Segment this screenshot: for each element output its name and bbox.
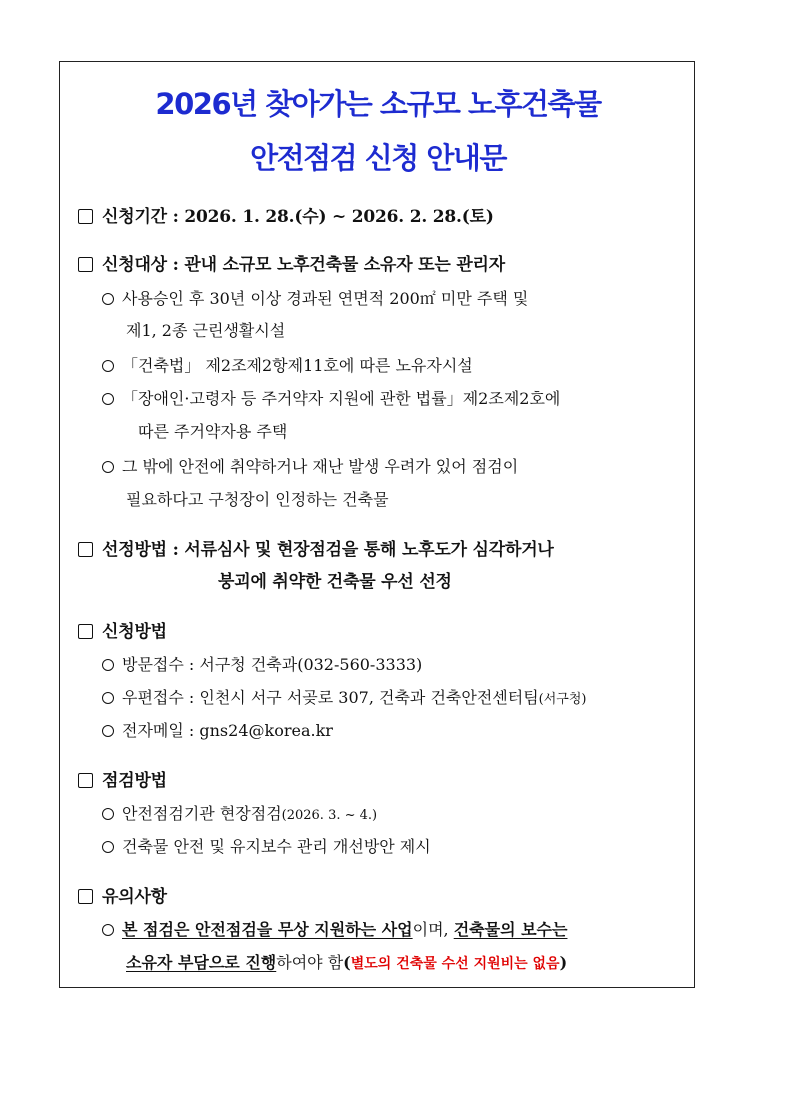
checkbox-square-icon [78,889,93,904]
method-mail-text: 우편접수 : 인천시 서구 서곶로 307, 건축과 건축안전센터팀 [122,688,539,707]
circle-bullet-icon [102,692,114,704]
circle-bullet-icon [102,393,114,405]
target-item-1-cont: 제1, 2종 근린생활시설 [126,321,286,340]
inspection-item-2-text: 건축물 안전 및 유지보수 관리 개선방안 제시 [122,837,431,856]
checkbox-square-icon [78,257,93,272]
method-email-text: 전자메일 : gns24@korea.kr [122,721,333,740]
notes-line2 [126,950,567,973]
method-mail [102,685,586,708]
page-title-line1: 2026년 찾아가는 소규모 노후건축물 [155,87,601,121]
checkbox-square-icon [78,209,93,224]
target-item-3-cont: 따른 주거약자용 주택 [138,422,288,441]
section-inspection [78,766,167,791]
section-period [78,202,494,227]
target-item-1 [102,286,528,309]
circle-bullet-icon [102,461,114,473]
checkbox-square-icon [78,624,93,639]
page-title-line2: 안전점검 신청 안내문 [250,141,506,175]
selection-line1: 선정방법 : 서류심사 및 현장점검을 통해 노후도가 심각하거나 [102,540,554,560]
notes-text-5: 하여야 함 [276,953,344,972]
inspection-item-1-text: 안전점검기관 현장점검 [122,804,282,823]
section-target [78,250,505,275]
notes-red-warning: 별도의 건축물 수선 지원비는 없음 [350,956,560,972]
method-email [102,718,333,741]
target-item-2 [102,353,473,376]
inspection-heading: 점검방법 [102,771,167,791]
circle-bullet-icon [102,360,114,372]
target-item-4-line1: 그 밖에 안전에 취약하거나 재난 발생 우려가 있어 점검이 [122,457,519,476]
circle-bullet-icon [102,841,114,853]
notes-line1 [102,917,567,940]
circle-bullet-icon [102,808,114,820]
checkbox-square-icon [78,542,93,557]
target-item-4 [102,454,518,477]
checkbox-square-icon [78,773,93,788]
notes-emphasis-1: 본 점검은 안전점검을 무상 지원하는 사업 [122,920,413,939]
circle-bullet-icon [102,293,114,305]
section-method [78,617,167,642]
method-visit-text: 방문접수 : 서구청 건축과(032-560-3333) [122,655,423,674]
target-item-3-line1: 「장애인·고령자 등 주거약자 지원에 관한 법률」제2조제2호에 [122,389,561,408]
target-item-3 [102,386,560,409]
target-item-4-cont: 필요하다고 구청장이 인정하는 건축물 [126,490,389,509]
notice-frame [59,61,695,988]
notes-emphasis-4: 소유자 부담으로 진행 [126,953,277,972]
circle-bullet-icon [102,659,114,671]
target-item-2-text: 「건축법」 제2조제2항제11호에 따른 노유자시설 [122,356,473,375]
circle-bullet-icon [102,725,114,737]
method-visit [102,652,422,675]
notes-paren-open: ( [343,953,351,972]
notes-emphasis-3: 건축물의 보수는 [453,920,568,939]
target-heading: 신청대상 : 관내 소규모 노후건축물 소유자 또는 관리자 [102,255,505,275]
section-selection [78,535,554,560]
notes-paren-close: ) [559,953,568,972]
period-text: 신청기간 : 2026. 1. 28.(수) ~ 2026. 2. 28.(토) [102,207,494,227]
inspection-item-2 [102,834,431,857]
inspection-item-1-note: (2026. 3. ~ 4.) [281,808,378,823]
notes-text-2: 이며, [412,920,454,939]
inspection-item-1 [102,801,377,824]
method-mail-note: (서구청) [538,692,587,707]
method-heading: 신청방법 [102,622,167,642]
section-notes [78,882,167,907]
notes-heading: 유의사항 [102,887,167,907]
circle-bullet-icon [102,924,114,936]
target-item-1-line1: 사용승인 후 30년 이상 경과된 연면적 200㎡ 미만 주택 및 [122,289,529,308]
selection-line2: 붕괴에 취약한 건축물 우선 선정 [218,572,452,592]
